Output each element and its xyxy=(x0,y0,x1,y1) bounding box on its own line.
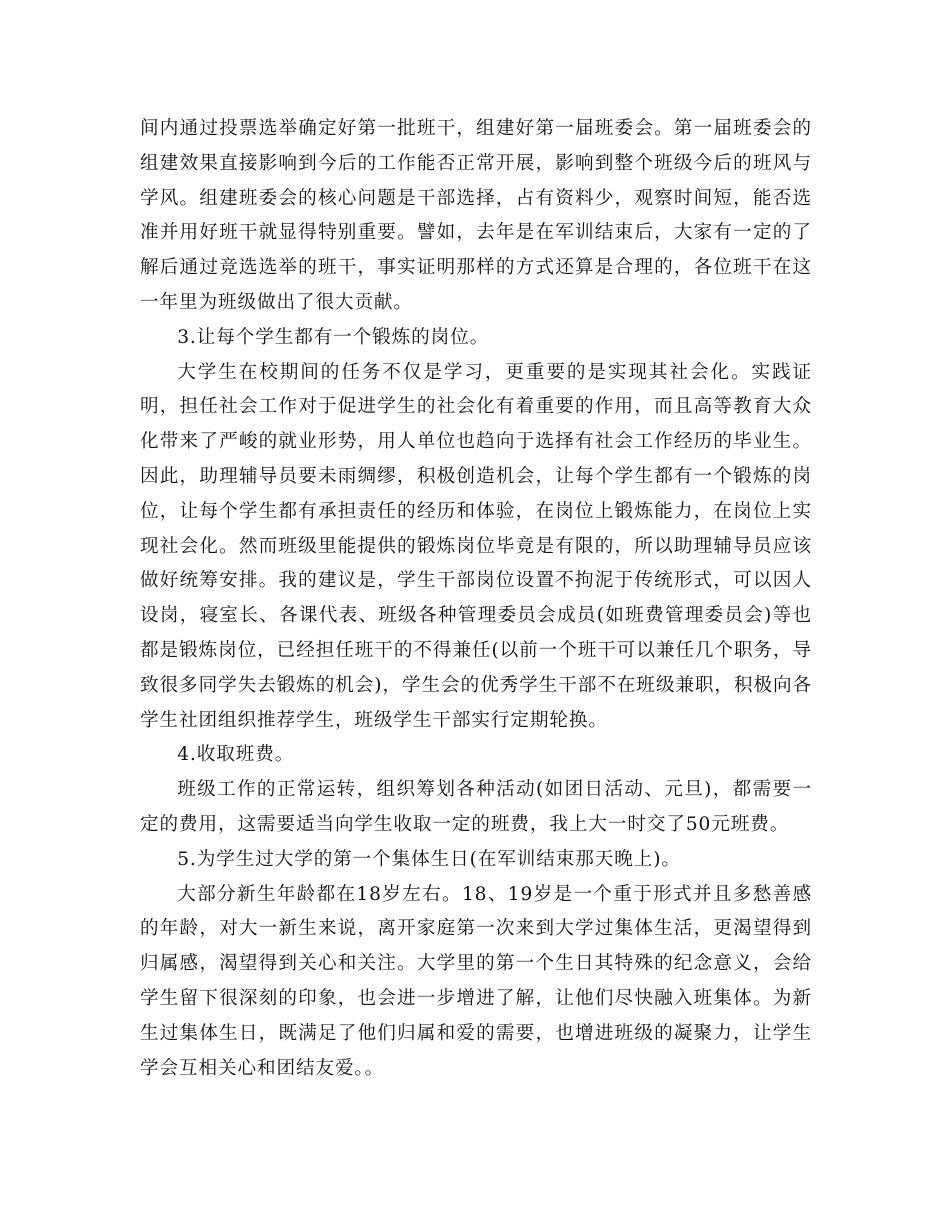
document-page xyxy=(140,112,812,1086)
paragraph-continuation: 间内通过投票选举确定好第一批班干，组建好第一届班委会。第一届班委会的组建效果直接影响到今后的工作能否正常开展，影响到整个班级今后的班风与学风。组建班委会的核心问题是干部选择，占有资料少，观察时间短，能否选准并用好班干就显得特别重要。譬如，去年是在军训结束后，大家有一定的了解后通过竞选选举的班干，事实证明那样的方式还算是合理的，各位班干在这一年里为班级做出了很大贡献。 xyxy=(140,118,812,313)
paragraph-body: 大学生在校期间的任务不仅是学习，更重要的是实现其社会化。实践证明，担任社会工作对于促进学生的社会化有着重要的作用，而且高等教育大众化带来了严峻的就业形势，用人单位也趋向于选择有社会工作经历的毕业生。因此，助理辅导员要未雨绸缪，积极创造机会，让每个学生都有一个锻炼的岗位，让每个学生都有承担责任的经历和体验，在岗位上锻炼能力，在岗位上实现社会化。然而班级里能提供的锻炼岗位毕竟是有限的，所以助理辅导员应该做好统筹安排。我的建议是，学生干部岗位设置不拘泥于传统形式，可以因人设岗，寝室长、各课代表、班级各种管理委员会成员(如班费管理委员会)等也都是锻炼岗位，已经担任班干的不得兼任(以前一个班干可以兼任几个职务，导致很多同学失去锻炼的机会)，学生会的优秀学生干部不在班级兼职，积极向各学生社团组织推荐学生，班级学生干部实行定期轮换。 xyxy=(140,361,812,731)
section-heading-5: 5.为学生过大学的第一个集体生日(在军训结束那天晚上)。 xyxy=(177,848,681,870)
section-heading-4: 4.收取班费。 xyxy=(177,744,295,766)
paragraph-body: 班级工作的正常运转，组织筹划各种活动(如团日活动、元旦)，都需要一定的费用，这需要适当向学生收取一定的班费，我上大一时交了50元班费。 xyxy=(140,779,812,835)
section-heading-3: 3.让每个学生都有一个锻炼的岗位。 xyxy=(177,326,490,348)
paragraph-body: 大部分新生年龄都在18岁左右。18、19岁是一个重于形式并且多愁善感的年龄，对大一新生来说，离开家庭第一次来到大学过集体生活，更渴望得到归属感，渴望得到关心和关注。大学里的第一个生日其特殊的纪念意义，会给学生留下很深刻的印象，也会进一步增进了解，让他们尽快融入班集体。为新生过集体生日，既满足了他们归属和爱的需要，也增进班级的凝聚力，让学生学会互相关心和团结友爱。。 xyxy=(140,883,812,1079)
